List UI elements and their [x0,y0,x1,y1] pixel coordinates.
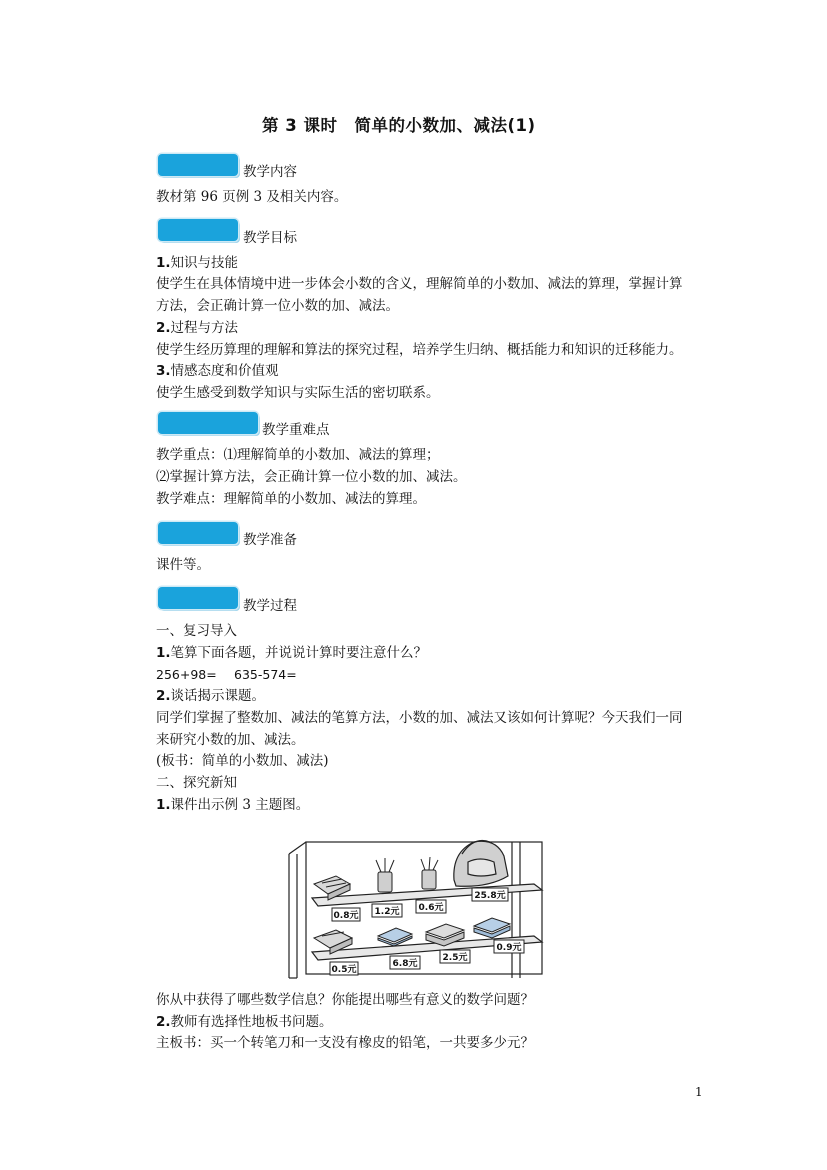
process-item-1 [156,643,427,663]
section-tab-marker [158,522,238,544]
process-item-2 [156,686,265,706]
paragraph-line-1: 同学们掌握了整数加、减法的笔算方法，小数的加、减法又该如何计算呢？今天我们一同 [156,710,683,726]
page-title: 第 3 课时 简单的小数加、减法(1) [262,116,536,135]
explore-item-2 [156,1012,333,1032]
svg-text:0.5元: 0.5元 [331,965,357,975]
price-tag-pencils-1 [372,904,402,917]
goal-item-3 [156,361,279,381]
price-tag-pencils-2 [416,900,446,913]
item-number: 3. [156,363,171,379]
section-tab-marker [158,412,258,434]
keypoint-line-2: ⑵掌握计算方法，会正确计算一位小数的加、减法。 [156,469,467,485]
item-title: 知识与技能 [170,255,239,271]
price-tag-notebook-1 [390,956,420,969]
section-tab-marker [158,219,238,241]
section-heading-process: 教学过程 [243,598,297,614]
svg-text:6.8元: 6.8元 [392,959,418,969]
section-tab-marker [158,154,238,176]
goal-item-1-line-2: 方法，会正确计算一位小数的加、减法。 [156,298,399,314]
goal-item-2 [156,318,238,338]
price-tag-bag [472,888,508,901]
svg-text:0.9元: 0.9元 [496,943,522,953]
page-number: 1 [695,1085,703,1099]
item-number: 1. [156,797,171,813]
section-heading-content: 教学内容 [243,164,297,180]
goal-item-1 [156,253,238,273]
calc-2: 635-574= [234,667,297,682]
item-number: 1. [156,255,171,271]
item-text: 谈话揭示课题。 [170,688,266,704]
item-number: 1. [156,645,171,661]
item-title: 过程与方法 [170,320,239,336]
main-board-text: 主板书：买一个转笔刀和一支没有橡皮的铅笔，一共要多少元？ [156,1035,534,1051]
item-number: 2. [156,1014,171,1030]
keypoint-line-1: 教学重点：⑴理解简单的小数加、减法的算理； [156,447,440,463]
svg-text:0.8元: 0.8元 [333,911,359,921]
svg-text:1.2元: 1.2元 [374,907,400,917]
section-heading-prep: 教学准备 [243,532,297,548]
section-heading-goals: 教学目标 [243,230,297,246]
process-part-1: 一、复习导入 [156,623,237,639]
goal-item-3-line-1: 使学生感受到数学知识与实际生活的密切联系。 [156,385,440,401]
price-tag-tray-top [332,908,360,921]
paragraph-line-2: 来研究小数的加、减法。 [156,732,305,748]
price-tag-notebook-2 [440,950,470,963]
prep-text: 课件等。 [156,557,210,573]
content-text: 教材第 96 页例 3 及相关内容。 [156,189,348,205]
price-tag-notebook-3 [494,940,524,953]
svg-text:25.8元: 25.8元 [474,891,506,901]
item-title: 情感态度和价值观 [170,363,279,379]
section-tab-marker [158,587,238,609]
board-note: (板书：简单的小数加、减法) [156,753,329,769]
explore-item-1 [156,795,309,815]
item-text: 教师有选择性地板书问题。 [170,1014,333,1030]
goal-item-2-line-1: 使学生经历算理的理解和算法的探究过程，培养学生归纳、概括能力和知识的迁移能力。 [156,342,683,358]
item-text: 课件出示例 3 主题图。 [170,797,310,813]
price-tag-box-bottom [330,962,358,975]
svg-text:0.6元: 0.6元 [418,903,444,913]
item-number: 2. [156,320,171,336]
question-text: 你从中获得了哪些数学信息？你能提出哪些有意义的数学问题？ [156,992,534,1008]
keypoint-line-3: 教学难点：理解简单的小数加、减法的算理。 [156,491,426,507]
section-heading-keypoints: 教学重难点 [262,422,330,438]
calc-1: 256+98= [156,667,217,682]
item-number: 2. [156,688,171,704]
process-part-2: 二、探究新知 [156,775,237,791]
item-text: 笔算下面各题，并说说计算时要注意什么？ [170,645,428,661]
svg-text:2.5元: 2.5元 [442,953,468,963]
goal-item-1-line-1: 使学生在具体情境中进一步体会小数的含义，理解简单的小数加、减法的算理，掌握计算 [156,276,683,292]
shelf-illustration [284,832,554,980]
